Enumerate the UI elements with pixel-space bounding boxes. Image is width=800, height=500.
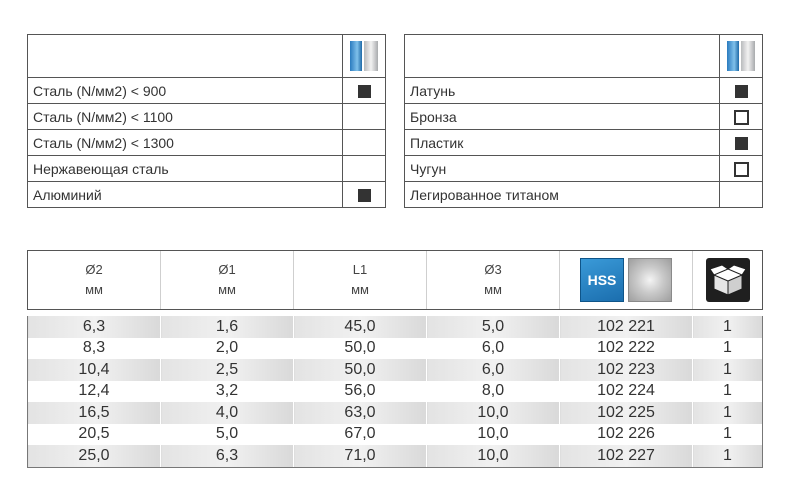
material-table-header	[28, 35, 386, 78]
d1-cell: 4,0	[161, 402, 294, 424]
article-cell: 102 223	[560, 359, 693, 381]
material-row	[405, 78, 763, 104]
header-unit: мм	[218, 282, 236, 297]
coating-icon	[343, 35, 386, 78]
article-cell: 102 224	[560, 381, 693, 403]
header-unit: мм	[85, 282, 103, 297]
material-name: Пластик	[405, 130, 720, 156]
d1-cell: 3,2	[161, 381, 294, 403]
material-name: Нержавеющая сталь	[28, 156, 343, 182]
d1-cell: 2,5	[161, 359, 294, 381]
table-row	[28, 381, 763, 403]
coating-icon	[720, 35, 763, 78]
d2-cell: 6,3	[28, 316, 161, 338]
d2-cell: 10,4	[28, 359, 161, 381]
l1-cell: 50,0	[294, 338, 427, 360]
d1-cell: 5,0	[161, 424, 294, 446]
suitability-cell	[720, 130, 763, 156]
suitable-mark	[358, 85, 371, 98]
d2-cell: 25,0	[28, 445, 161, 467]
table-row	[28, 359, 763, 381]
material-table-header	[405, 35, 763, 78]
l1-cell: 63,0	[294, 402, 427, 424]
suitability-cell	[343, 156, 386, 182]
d1-cell: 6,3	[161, 445, 294, 467]
quantity-cell: 1	[693, 338, 763, 360]
material-table-right	[404, 34, 763, 208]
quantity-cell: 1	[693, 316, 763, 338]
material-header-blank	[28, 35, 343, 78]
table-row	[28, 424, 763, 446]
header-d2	[28, 251, 161, 310]
suitability-cell	[343, 104, 386, 130]
open-box-icon	[706, 258, 750, 302]
d3-cell: 10,0	[427, 402, 560, 424]
header-symbol: Ø1	[218, 262, 236, 277]
quantity-cell: 1	[693, 359, 763, 381]
material-table-left	[27, 34, 386, 208]
l1-cell: 67,0	[294, 424, 427, 446]
suitable-mark	[358, 189, 371, 202]
d2-cell: 20,5	[28, 424, 161, 446]
header-l1	[294, 251, 427, 310]
d2-cell: 8,3	[28, 338, 161, 360]
header-package	[693, 251, 763, 310]
quantity-cell: 1	[693, 381, 763, 403]
material-name: Латунь	[405, 78, 720, 104]
suitable-mark	[735, 85, 748, 98]
suitability-cell	[720, 78, 763, 104]
material-header-blank	[405, 35, 720, 78]
suitability-cell	[720, 156, 763, 182]
d3-cell: 10,0	[427, 445, 560, 467]
d2-cell: 16,5	[28, 402, 161, 424]
material-row	[405, 104, 763, 130]
material-row	[28, 78, 386, 104]
material-row	[28, 182, 386, 208]
d1-cell: 2,0	[161, 338, 294, 360]
quantity-cell: 1	[693, 402, 763, 424]
material-name: Бронза	[405, 104, 720, 130]
material-name: Алюминий	[28, 182, 343, 208]
l1-cell: 45,0	[294, 316, 427, 338]
material-name: Сталь (N/мм2) < 1300	[28, 130, 343, 156]
suitability-cell	[720, 182, 763, 208]
header-article	[560, 251, 693, 310]
article-cell: 102 222	[560, 338, 693, 360]
product-table	[27, 250, 763, 468]
article-cell: 102 221	[560, 316, 693, 338]
brushed-metal-icon	[628, 258, 672, 302]
material-row	[28, 104, 386, 130]
table-row	[28, 445, 763, 467]
quantity-cell: 1	[693, 445, 763, 467]
d3-cell: 6,0	[427, 338, 560, 360]
l1-cell: 50,0	[294, 359, 427, 381]
header-symbol: Ø2	[85, 262, 103, 277]
article-cell: 102 227	[560, 445, 693, 467]
material-row	[405, 156, 763, 182]
suitability-cell	[343, 130, 386, 156]
conditional-mark	[734, 162, 749, 177]
header-unit: мм	[351, 282, 369, 297]
material-row	[28, 130, 386, 156]
table-row	[28, 316, 763, 338]
hss-badge: HSS	[580, 258, 624, 302]
l1-cell: 56,0	[294, 381, 427, 403]
product-table-header	[28, 251, 763, 310]
material-row	[28, 156, 386, 182]
header-symbol: Ø3	[484, 262, 502, 277]
header-d3	[427, 251, 560, 310]
table-row	[28, 338, 763, 360]
table-row	[28, 402, 763, 424]
material-name: Чугун	[405, 156, 720, 182]
quantity-cell: 1	[693, 424, 763, 446]
material-name: Легированное титаном	[405, 182, 720, 208]
header-d1	[161, 251, 294, 310]
d3-cell: 10,0	[427, 424, 560, 446]
d2-cell: 12,4	[28, 381, 161, 403]
article-cell: 102 226	[560, 424, 693, 446]
suitability-cell	[343, 78, 386, 104]
d3-cell: 6,0	[427, 359, 560, 381]
material-row	[405, 130, 763, 156]
suitability-cell	[343, 182, 386, 208]
d3-cell: 5,0	[427, 316, 560, 338]
conditional-mark	[734, 110, 749, 125]
l1-cell: 71,0	[294, 445, 427, 467]
suitability-cell	[720, 104, 763, 130]
header-symbol: L1	[352, 262, 368, 277]
suitable-mark	[735, 137, 748, 150]
material-name: Сталь (N/мм2) < 900	[28, 78, 343, 104]
d1-cell: 1,6	[161, 316, 294, 338]
material-name: Сталь (N/мм2) < 1100	[28, 104, 343, 130]
d3-cell: 8,0	[427, 381, 560, 403]
material-row	[405, 182, 763, 208]
article-cell: 102 225	[560, 402, 693, 424]
header-unit: мм	[484, 282, 502, 297]
